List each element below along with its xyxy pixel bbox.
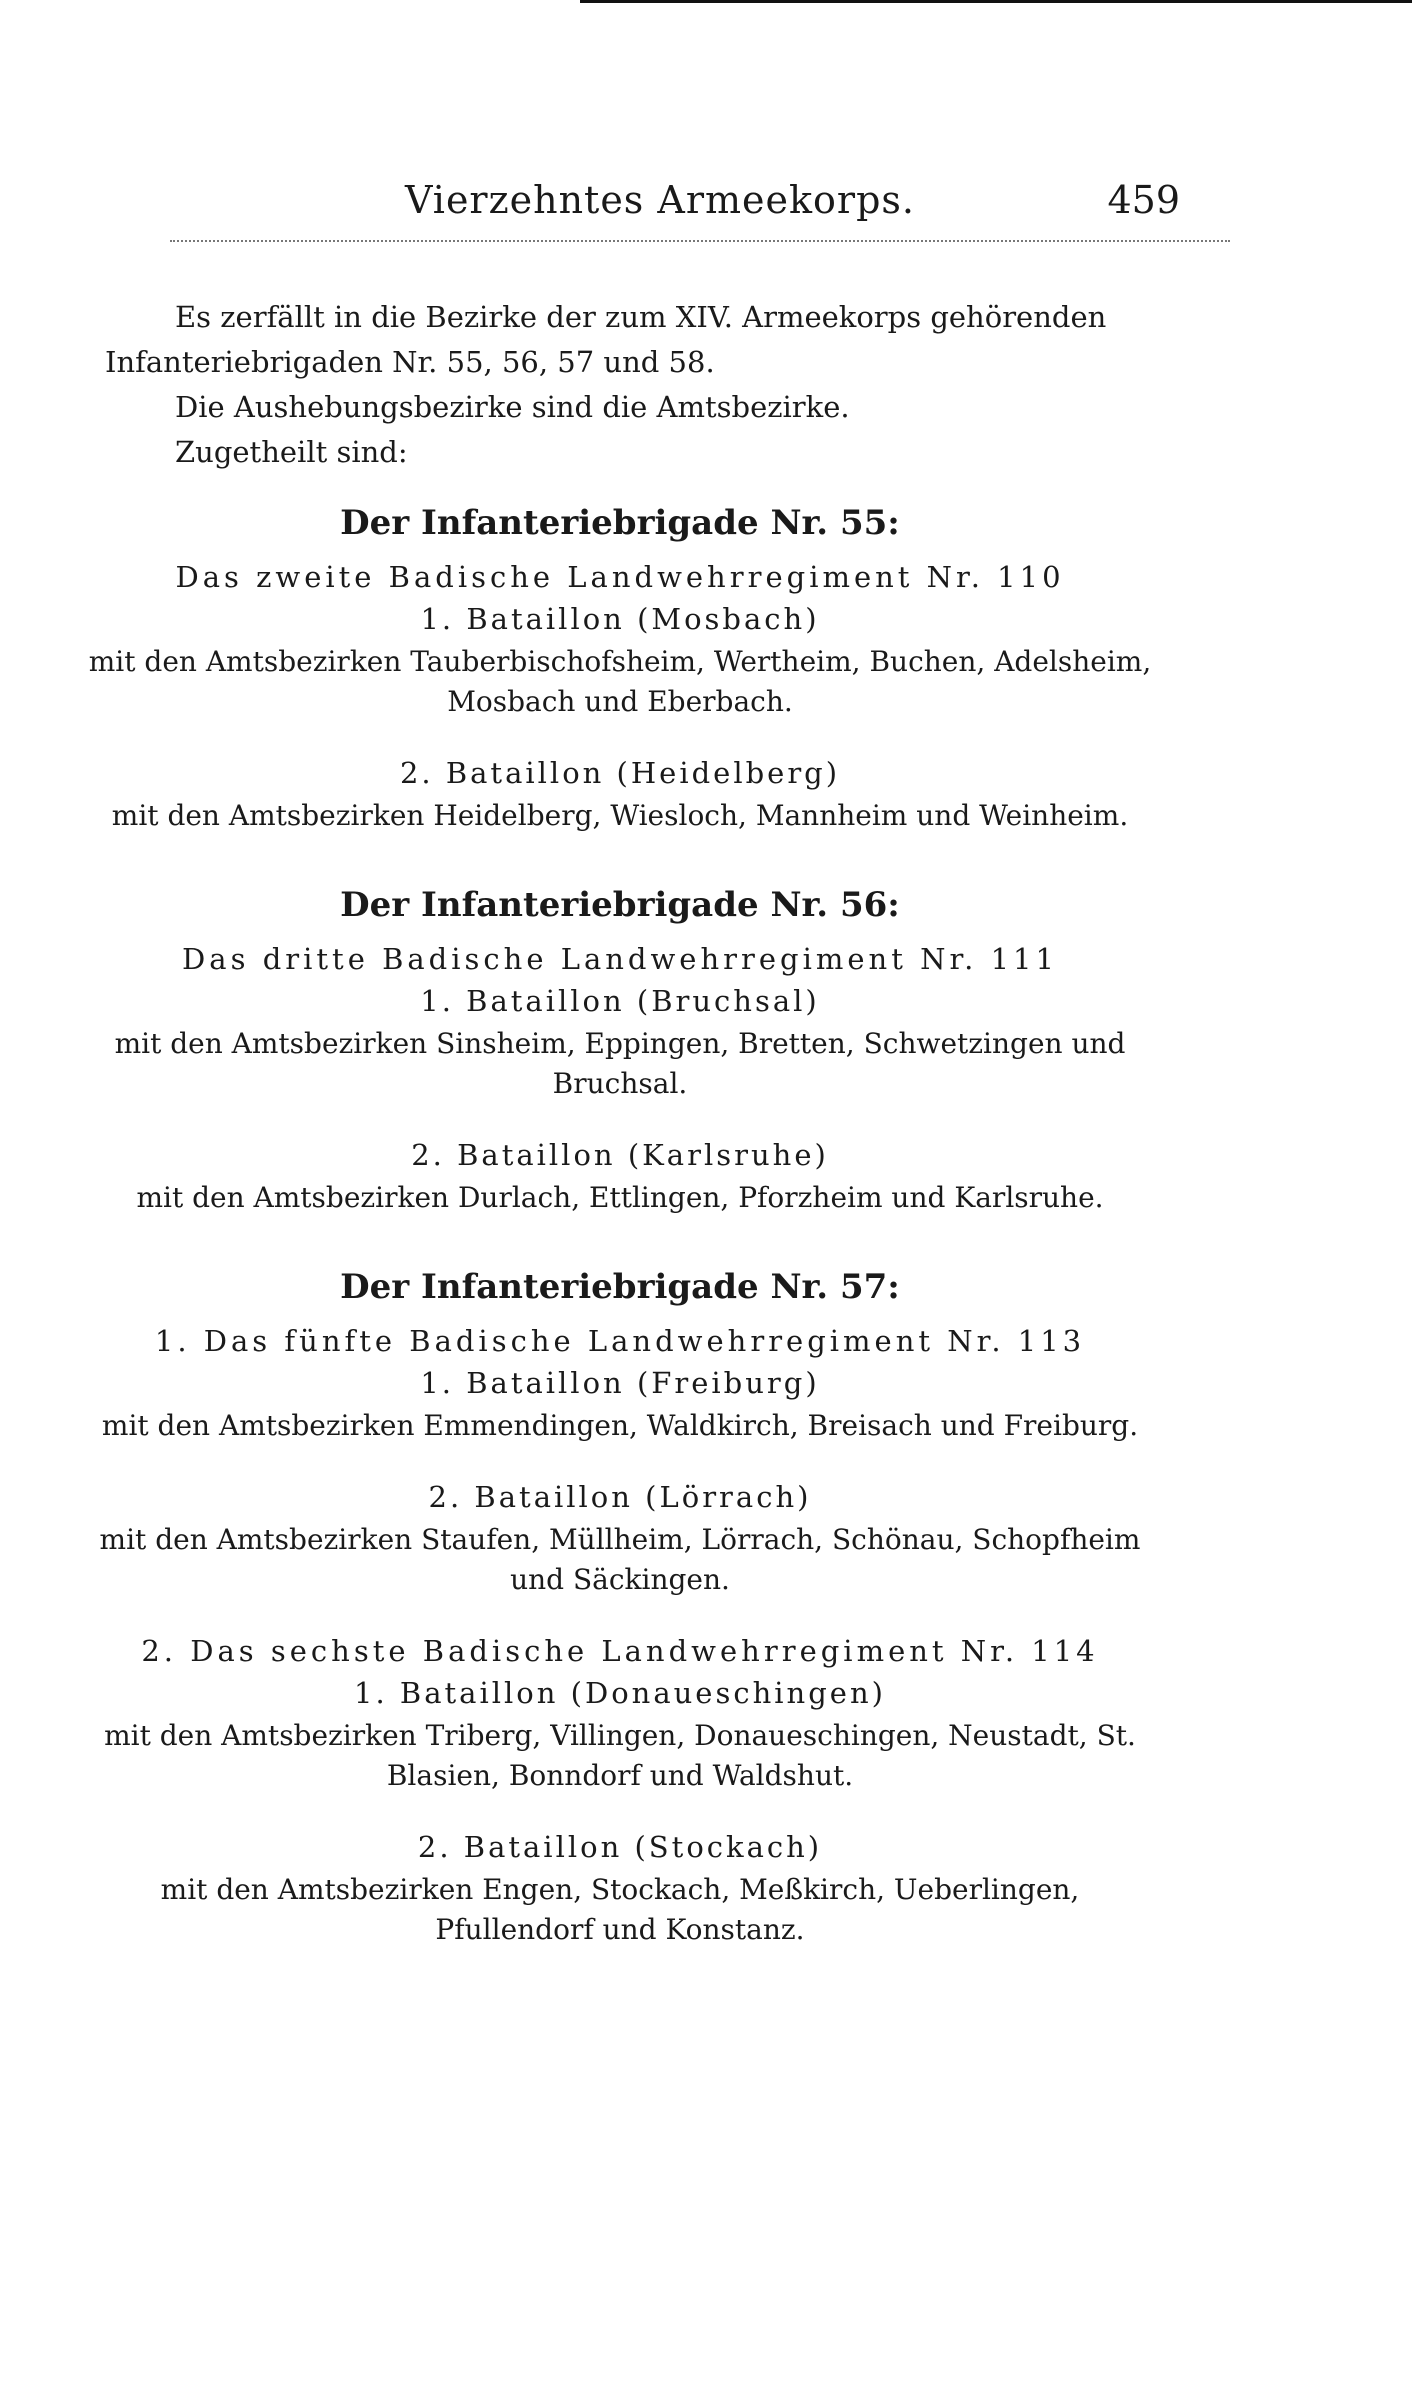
brigade-heading: Der Infanteriebrigade Nr. 56: xyxy=(340,885,900,925)
header-rule xyxy=(170,240,1230,242)
brigade-heading: Der Infanteriebrigade Nr. 55: xyxy=(340,503,900,543)
battalion-districts: mit den Amtsbezirken Tauberbischofsheim, Wertheim, Buchen, Adelsheim, Mosbach und Eberbach. xyxy=(88,645,1152,718)
intro-paragraph xyxy=(105,295,1160,475)
brigade-56-section xyxy=(80,882,1160,1218)
intro-line: Die Aushebungsbezirke sind die Amtsbezirke. xyxy=(175,390,850,424)
intro-line: Zugetheilt sind: xyxy=(175,435,408,469)
running-title: Vierzehntes Armeekorps. xyxy=(405,178,915,222)
brigade-57-section xyxy=(80,1264,1160,1950)
battalion-districts: mit den Amtsbezirken Sinsheim, Eppingen, Bretten, Schwetzingen und Bruchsal. xyxy=(114,1027,1126,1100)
page-number: 459 xyxy=(1107,178,1180,222)
intro-line: Infanteriebrigaden Nr. 55, 56, 57 und 58. xyxy=(105,345,715,379)
regiment-title: 2. Das sechste Badische Landwehrregiment Nr. 114 xyxy=(141,1634,1099,1668)
battalion-title: 2. Bataillon (Lörrach) xyxy=(428,1480,812,1514)
battalion-districts: mit den Amtsbezirken Staufen, Müllheim, Lörrach, Schönau, Schopfheim und Säckingen. xyxy=(99,1523,1141,1596)
battalion-districts: mit den Amtsbezirken Triberg, Villingen, Donaueschingen, Neustadt, St. Blasien, Bonndorf und Waldshut. xyxy=(104,1719,1136,1792)
brigade-heading: Der Infanteriebrigade Nr. 57: xyxy=(340,1267,900,1307)
top-edge-rule xyxy=(580,0,1412,3)
battalion-title: 2. Bataillon (Heidelberg) xyxy=(399,756,841,790)
battalion-districts: mit den Amtsbezirken Emmendingen, Waldkirch, Breisach und Freiburg. xyxy=(101,1409,1139,1442)
battalion-districts: mit den Amtsbezirken Engen, Stockach, Meßkirch, Ueberlingen, Pfullendorf und Konstanz. xyxy=(160,1873,1080,1946)
battalion-title: 1. Bataillon (Donaueschingen) xyxy=(354,1676,886,1710)
regiment-title: Das zweite Badische Landwehrregiment Nr. 110 xyxy=(175,560,1065,594)
battalion-districts: mit den Amtsbezirken Durlach, Ettlingen, Pforzheim und Karlsruhe. xyxy=(136,1181,1104,1214)
battalion-districts: mit den Amtsbezirken Heidelberg, Wiesloch, Mannheim und Weinheim. xyxy=(111,799,1129,832)
intro-line: Es zerfällt in die Bezirke der zum XIV. Armeekorps gehörenden xyxy=(175,300,1107,334)
battalion-title: 1. Bataillon (Mosbach) xyxy=(420,602,820,636)
battalion-title: 1. Bataillon (Freiburg) xyxy=(420,1366,820,1400)
battalion-title: 2. Bataillon (Karlsruhe) xyxy=(411,1138,829,1172)
regiment-title: Das dritte Badische Landwehrregiment Nr. 111 xyxy=(182,942,1058,976)
battalion-title: 1. Bataillon (Bruchsal) xyxy=(420,984,820,1018)
brigade-55-section xyxy=(80,500,1160,836)
brigade-list xyxy=(80,500,1160,1950)
regiment-title: 1. Das fünfte Badische Landwehrregiment Nr. 113 xyxy=(154,1324,1086,1358)
page-header xyxy=(80,178,1180,238)
battalion-title: 2. Bataillon (Stockach) xyxy=(417,1830,823,1864)
